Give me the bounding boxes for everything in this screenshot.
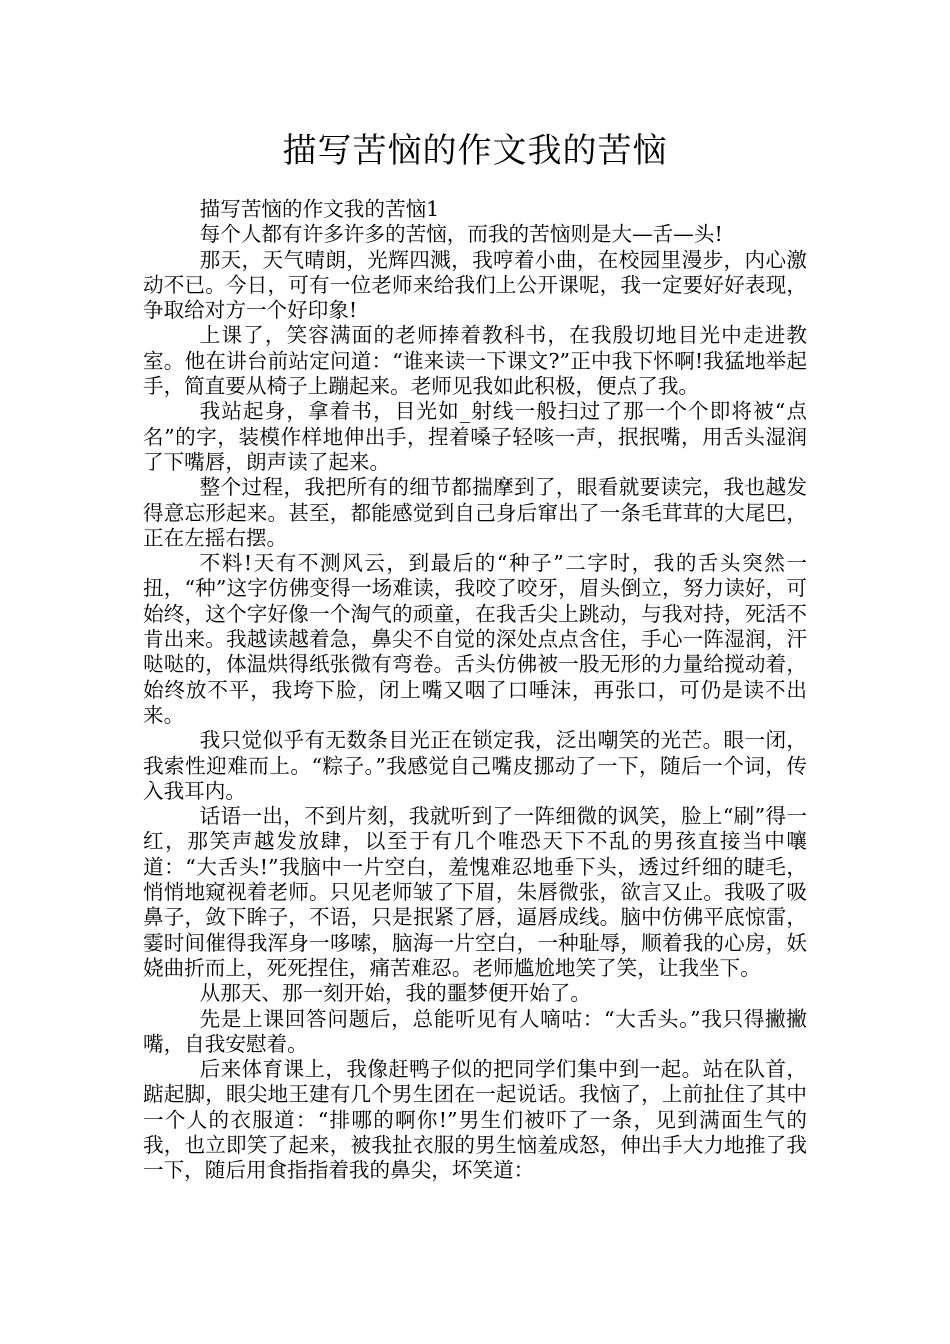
- body-paragraph: 上课了，笑容满面的老师捧着教科书，在我殷切地目光中走进教室。他在讲台前站定问道：“谁来读一下课文?”正中我下怀啊!我猛地举起手，简直要从椅子上蹦起来。老师见我如此积极，便点了我。: [143, 323, 807, 399]
- body-paragraph: 不料!天有不测风云，到最后的“种子”二字时，我的舌头突然一扭，“种”这字仿佛变得一场难读，我咬了咬牙，眉头倒立，努力读好，可始终，这个字好像一个淘气的顽童，在我舌尖上跳动，与我对持，死活不肯出来。我越读越着急，鼻尖不自觉的深处点点含住，手心一阵湿润，汗哒哒的，体温烘得纸张微有弯卷。舌头仿佛被一股无形的力量给搅动着，始终放不平，我垮下脸，闭上嘴又咽了口唾沫，再张口，可仍是读不出来。: [143, 551, 807, 727]
- body-paragraph: 后来体育课上，我像赶鸭子似的把同学们集中到一起。站在队首，踮起脚，眼尖地王建有几个男生团在一起说话。我恼了，上前扯住了其中一个人的衣服道：“排哪的啊你!”男生们被吓了一条，见到满面生气的我，也立即笑了起来，被我扯衣服的男生恼羞成怒，伸出手大力地推了我一下，随后用食指指着我的鼻尖，坏笑道：: [143, 1057, 807, 1183]
- body-paragraph: 我站起身，拿着书，目光如_射线一般扫过了那一个个即将被“点名”的字，装模作样地伸出手，捏着嗓子轻咳一声，抿抿嘴，用舌头湿润了下嘴唇，朗声读了起来。: [143, 399, 807, 474]
- document-title: 描写苦恼的作文我的苦恼: [282, 131, 668, 171]
- body-paragraph: 从那天、那一刻开始，我的噩梦便开始了。: [199, 981, 591, 1006]
- subtitle-paragraph: 描写苦恼的作文我的苦恼1: [199, 197, 440, 221]
- body-paragraph: 那天，天气晴朗，光辉四溅，我哼着小曲，在校园里漫步，内心激动不已。今日，可有一位老师来给我们上公开课呢，我一定要好好表现，争取给对方一个好印象!: [143, 247, 807, 323]
- body-paragraph: 话语一出，不到片刻，我就听到了一阵细微的讽笑，脸上“刷”得一红，那笑声越发放肆，以至于有几个唯恐天下不乱的男孩直接当中嚷道：“大舌头!”我脑中一片空白，羞愧难忍地垂下头，透过纤细的睫毛，悄悄地窥视着老师。只见老师皱了下眉，朱唇微张，欲言又止。我吸了吸鼻子，敛下眸子，不语，只是抿紧了唇，逼唇成线。脑中仿佛平底惊雷，霎时间催得我浑身一哆嗦，脑海一片空白，一种耻辱，顺着我的心房，妖娆曲折而上，死死捏住，痛苦难忍。老师尴尬地笑了笑，让我坐下。: [143, 804, 807, 980]
- body-paragraph: 先是上课回答问题后，总能听见有人嘀咕：“大舌头。”我只得撇撇嘴，自我安慰着。: [143, 1006, 807, 1056]
- body-paragraph: 我只觉似乎有无数条目光正在锁定我，泛出嘲笑的光芒。眼一闭，我索性迎难而上。“粽子。”我感觉自己嘴皮挪动了一下，随后一个词，传入我耳内。: [143, 728, 807, 803]
- body-paragraph: 每个人都有许多许多的苦恼，而我的苦恼则是大—舌—头!: [199, 222, 723, 247]
- document-body: [143, 197, 807, 1184]
- body-paragraph: 整个过程，我把所有的细节都揣摩到了，眼看就要读完，我也越发得意忘形起来。甚至，都能感觉到自己身后窜出了一条毛茸茸的大尾巴，正在左摇右摆。: [143, 475, 807, 550]
